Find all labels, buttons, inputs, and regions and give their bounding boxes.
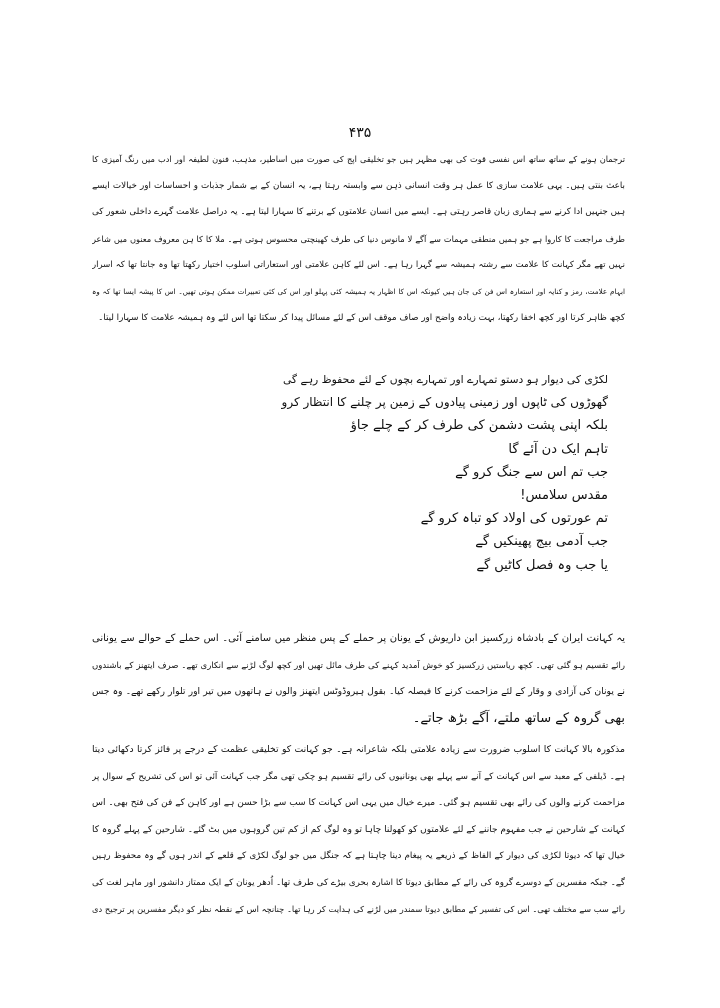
text-line: کچھ ظاہر کرتا اور کچھ اخفا رکھتا، بہت زیادہ واضح اور صاف موقف اس کے لئے مسائل پیدا کر سکتا تھا اس لئے وہ ہمیشہ علامت کا سہارا لیتا۔: [98, 313, 625, 323]
text-line: رائے سب سے مختلف تھی۔ اس کی تفسیر کے مطابق دیوتا سمندر میں لڑنے کی ہدایت کر رہا تھا۔ چنانچہ اس کے نقطہ نظر کو دیگر مفسرین پر ترجیح دی: [92, 904, 625, 914]
page-number: ۴۳۵: [348, 125, 372, 141]
verse-line: جب آدمی بیج پھینکیں گے: [475, 534, 608, 550]
text-line: یہ کہانت ایران کے بادشاہ زرکسیز ابن داریوش کے یونان پر حملے کے پس منظر میں سامنے آئی۔ اس حملے کے حوالے سے یونانی: [92, 633, 625, 644]
verse-line: یا جب وہ فصل کاٹیں گے: [476, 557, 608, 573]
text-line: نے یونان کی آزادی و وقار کے لئے مزاحمت کرنے کا فیصلہ کیا۔ بقول ہیروڈوٹس ایتھنز والوں نے ہاتھوں میں تیر اور تلوار رکھے تھے۔ وہ جس: [92, 686, 625, 697]
text-line: ہیں جنہیں ادا کرنے سے ہماری زبان قاصر رہتی ہے۔ ایسے میں انسان علامتوں کے برتنے کا سہارا لیتا ہے۔ یہ دراصل علامت گہرے داخلی شعور کی: [92, 207, 625, 217]
verse-line: گھوڑوں کی ٹاپوں اور زمینی پیادوں کے زمین پر چلنے کا انتظار کرو: [281, 395, 608, 410]
verse-line: جب تم اس سے جنگ کرو گے: [455, 464, 608, 480]
text-line: گے۔ جبکہ مفسرین کے دوسرے گروہ کی رائے کے مطابق دیوتا کا اشارہ بحری بیڑے کی طرف تھا۔ اُدھر یونان کے ایک ممتاز دانشور اور ماہر لغت کی: [92, 877, 625, 888]
text-line: رائے تقسیم ہو گئی تھی۔ کچھ ریاستیں زرکسیز کو خوش آمدید کہنے کی طرف مائل تھیں اور کچھ لوگ لڑنے سے انکاری تھے۔ صرف ایتھنز کے باشندوں: [92, 660, 625, 671]
text-line: خیال تھا کہ دیوتا لکڑی کی دیوار کے الفاظ کے ذریعے یہ پیغام دینا چاہتا ہے کہ جنگل میں جو لوگ لکڑی کے قلعے کے اندر ہوں گے وہ محفوظ رہیں: [92, 851, 625, 861]
text-line: بھی گروہ کے ساتھ ملتے، آگے بڑھ جاتے۔: [412, 710, 625, 726]
verse-line: تاہم ایک دن آئے گا: [508, 441, 608, 457]
paragraph-1: [92, 146, 625, 332]
text-line: ابہام علامت، رمز و کنایہ اور استعارہ اس فن کی جان ہیں کیونکہ اس کا اظہار یہ ہمیشہ کئی پہلو اور اس کی کئی تعبیرات ممکن ہوتی تھیں۔ اس کا پیشہ ایسا تھا کہ وہ: [92, 286, 625, 296]
text-line: ہے۔ ڈیلفی کے معبد سے اس کہانت کے آنے سے پہلے بھی یونانیوں کی رائے تقسیم ہو چکی تھی مگر جب کہانت آئی تو اس کی تشریح کے سوال پر: [92, 771, 625, 782]
text-line: طرف مراجعت کا کاروا ہے جو ہمیں منطقی مہمات سے آگے لا مانوس دنیا کی طرف کھینچتی محسوس ہوتی ہے۔ ملا کا کا ہن معروف معنوں میں شاعر: [92, 233, 625, 244]
oracle-verse: [278, 368, 608, 577]
text-line: باعث بنتی ہیں۔ یہی علامت سازی کا عمل ہر وقت انسانی ذہن سے وابستہ رہتا ہے، یہ انسان کے بے شمار جذبات و احساسات اور خیالات ایسے: [92, 180, 625, 191]
paragraph-3: [92, 737, 625, 923]
verse-line: لکڑی کی دیوار ہو دستو تمہارے اور تمہارے بچوں کے لئے محفوظ رہے گی: [282, 373, 608, 386]
text-line: کہانت کے شارحین نے جب مفہوم جاننے کے لئے علامتوں کو کھولنا چاہا تو وہ لوگ کم از کم تین گروہوں میں بٹ گئے۔ شارحین کے پہلے گروہ کا: [92, 824, 625, 835]
text-line: مزاحمت کرنے والوں کی رائے بھی تقسیم ہو گئی۔ میرے خیال میں یہی اس کہانت کا سب سے بڑا حسن ہے اور کاہن کے فن کی فتح بھی۔ اس: [92, 798, 625, 808]
verse-line: تم عورتوں کی اولاد کو تباہ کرو گے: [420, 511, 608, 527]
text-line: نہیں تھے مگر کہانت کا علامت سے رشتہ ہمیشہ سے گہرا رہا ہے۔ اس لئے کاہن علامتی اور استعاراتی اسلوب اختیار رکھتا تھا وہ جانتا تھا کہ اسرار: [92, 260, 625, 270]
paragraph-2: [92, 626, 625, 732]
verse-line: بلکہ اپنی پشت دشمن کی طرف کر کے چلے جاؤ: [350, 418, 608, 434]
text-line: مذکورہ بالا کہانت کا اسلوب ضرورت سے زیادہ علامتی بلکہ شاعرانہ ہے۔ جو کہانت کو تخلیقی عظمت کے درجے پر فائز کرتا دکھائی دیتا: [92, 744, 625, 755]
text-line: ترجمان ہونے کے ساتھ ساتھ اس نفسی قوت کی بھی مظہر ہیں جو تخلیقی اپج کی صورت میں اساطیر، مذہب، فنون لطیفہ اور ادب میں رنگ آمیزی کا: [92, 154, 625, 164]
verse-line: مقدس سلامس!: [520, 487, 608, 503]
